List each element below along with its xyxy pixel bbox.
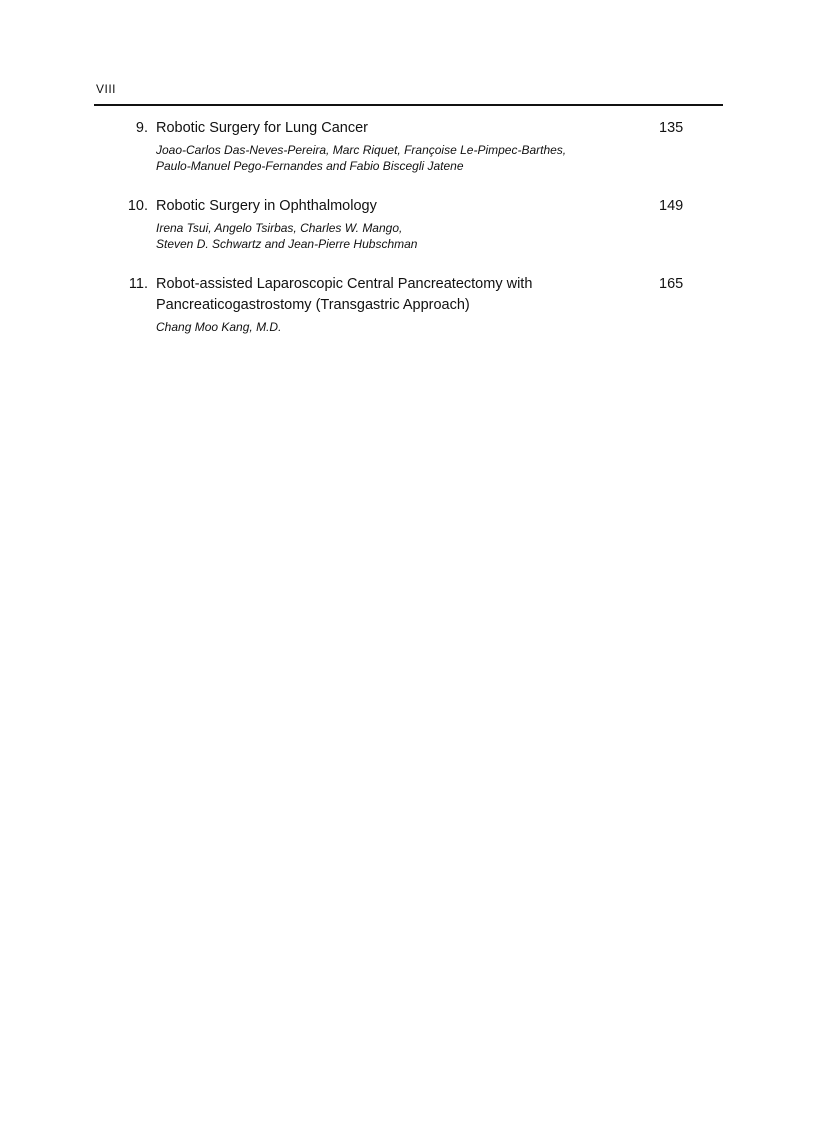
author-line: Joao-Carlos Das-Neves-Pereira, Marc Riquet, Françoise Le-Pimpec-Barthes, xyxy=(156,143,567,157)
author-line: Steven D. Schwartz and Jean-Pierre Hubschman xyxy=(156,237,418,251)
chapter-page: 165 xyxy=(659,276,684,292)
author-line: Irena Tsui, Angelo Tsirbas, Charles W. Mango, xyxy=(156,221,403,235)
chapter-number: 9. xyxy=(135,120,148,136)
table-of-contents xyxy=(0,118,816,357)
chapter-title xyxy=(156,274,636,316)
chapter-number: 11. xyxy=(128,276,148,292)
chapter-number: 10. xyxy=(127,198,148,214)
chapter-title: Robotic Surgery in Ophthalmology xyxy=(156,198,377,214)
chapter-authors xyxy=(156,220,636,252)
chapter-page: 135 xyxy=(659,120,684,136)
chapter-title: Robotic Surgery for Lung Cancer xyxy=(156,120,368,136)
title-line: Robot-assisted Laparoscopic Central Pancreatectomy with xyxy=(156,276,533,292)
entry-body xyxy=(156,274,636,335)
header-rule xyxy=(94,104,723,106)
toc-entry-9[interactable] xyxy=(0,118,816,174)
author-line: Chang Moo Kang, M.D. xyxy=(156,320,282,334)
author-line: Paulo-Manuel Pego-Fernandes and Fabio Biscegli Jatene xyxy=(156,159,464,173)
entry-body xyxy=(156,118,636,174)
entry-body xyxy=(156,196,636,252)
chapter-page: 149 xyxy=(659,198,684,214)
toc-entry-10[interactable] xyxy=(0,196,816,252)
title-line: Pancreaticogastrostomy (Transgastric Approach) xyxy=(156,297,470,313)
page-number: VIII xyxy=(96,82,117,96)
chapter-authors xyxy=(156,319,636,335)
toc-entry-11[interactable] xyxy=(0,274,816,335)
chapter-authors xyxy=(156,142,636,174)
